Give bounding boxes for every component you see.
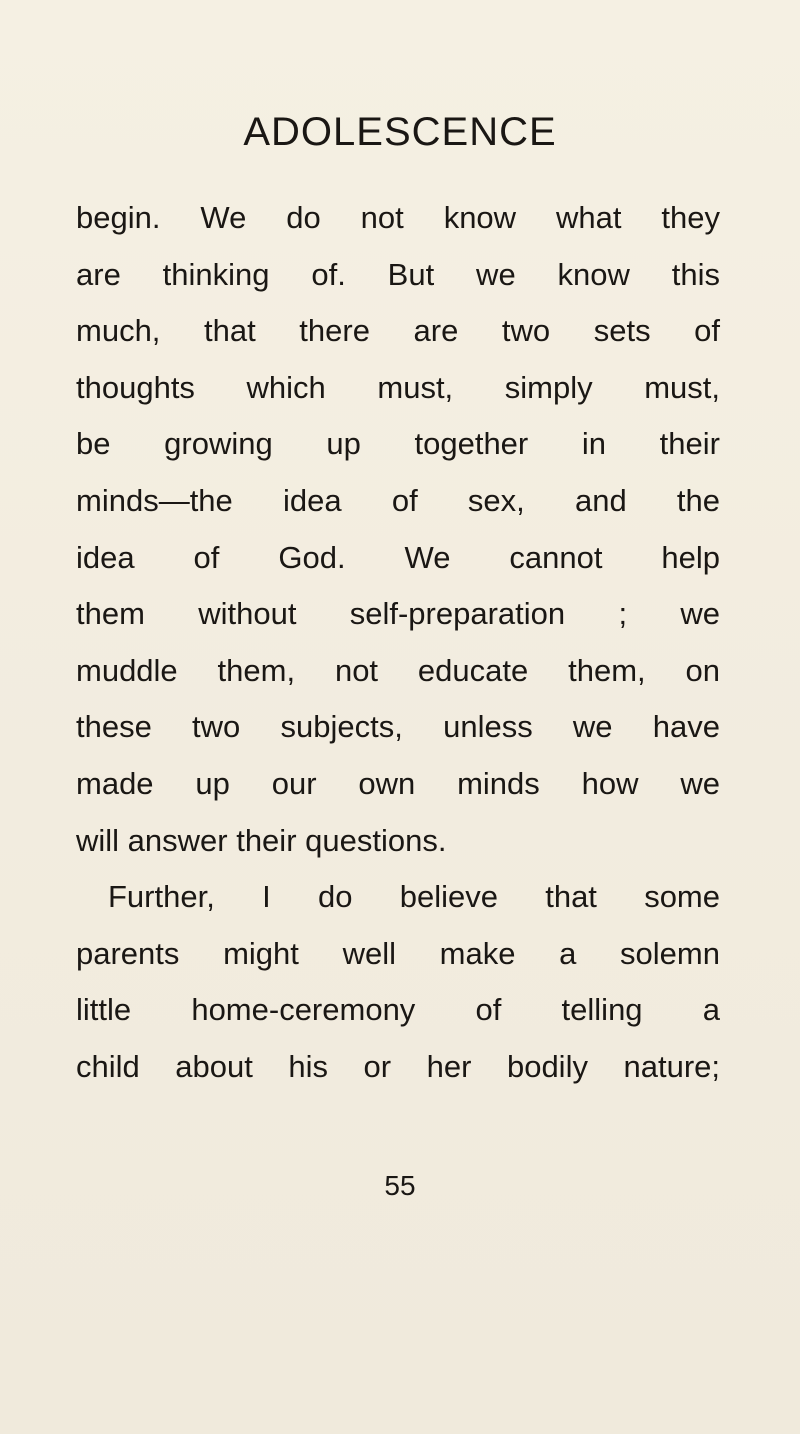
body-text [76, 190, 720, 1096]
text-line: much, that there are two sets of [76, 313, 720, 349]
page-number: 55 [384, 1170, 416, 1201]
text-line: little home-ceremony of telling a [76, 992, 720, 1028]
text-line: begin. We do not know what they [76, 200, 720, 235]
text-line: made up our own minds how we [76, 765, 720, 801]
text-line: will answer their questions. [76, 822, 447, 858]
text-line: parents might well make a solemn [76, 935, 720, 971]
text-line: minds—the idea of sex, and the [76, 482, 720, 518]
text-line: idea of God. We cannot help [76, 539, 720, 575]
text-line: child about his or her bodily nature; [76, 1048, 720, 1084]
text-line: Further, I do believe that some [108, 879, 720, 915]
text-line: be growing up together in their [76, 426, 720, 462]
text-line: them without self-preparation ; we [76, 596, 720, 632]
text-line: muddle them, not educate them, on [76, 652, 720, 688]
paragraph-1 [76, 190, 720, 869]
paragraph-2 [76, 869, 720, 1095]
text-line: thoughts which must, simply must, [76, 369, 720, 405]
text-line: these two subjects, unless we have [76, 709, 720, 745]
text-line: are thinking of. But we know this [76, 256, 720, 292]
running-head: ADOLESCENCE [243, 110, 557, 154]
